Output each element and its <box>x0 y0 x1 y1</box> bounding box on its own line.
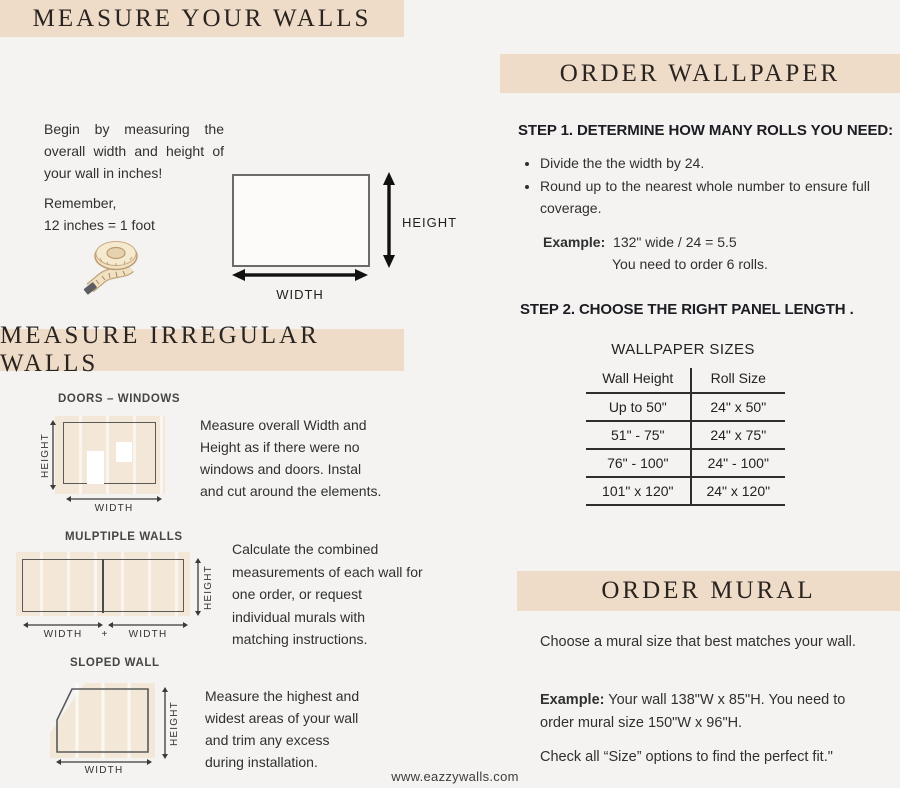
sloped-height-label: HEIGHT <box>168 701 180 746</box>
mural-example <box>540 689 880 735</box>
step1-heading: STEP 1. DETERMINE HOW MANY ROLLS YOU NEED: <box>518 122 894 139</box>
wall-outline <box>63 422 156 484</box>
width-arrow <box>232 267 368 283</box>
website-url: www.eazzywalls.com <box>391 769 519 784</box>
wallpaper-sizes-table <box>586 368 785 506</box>
remember-note <box>44 192 155 236</box>
cell-roll-size: 24" - 100" <box>691 449 785 477</box>
doors-windows-label: DOORS – WINDOWS <box>58 393 181 405</box>
step1-bullet-list <box>524 152 870 220</box>
sloped-wall-text: Measure the highest and widest areas of your wall and trim any excess during installation. <box>205 688 360 770</box>
bullet-item: • Round up to the nearest whole number to ensure full coverage. <box>540 175 870 219</box>
wall-rectangle-diagram <box>232 174 370 267</box>
doors-windows-text: Measure overall Width and Height as if there were no windows and doors. Instal and cut around the elements. <box>200 417 382 499</box>
measure-walls-header: MEASURE YOUR WALLS <box>0 0 404 37</box>
measure-walls-intro: Begin by measuring the overall width and height of your wall in inches! <box>44 121 224 181</box>
remember-line2: 12 inches = 1 foot <box>44 217 155 233</box>
table-header-row <box>586 368 785 393</box>
height-label: HEIGHT <box>402 215 458 230</box>
example-label: Example: <box>543 234 606 250</box>
doors-windows-width-line <box>66 495 162 503</box>
table-row <box>586 421 785 449</box>
sloped-width-label: WIDTH <box>84 765 124 776</box>
height-arrow <box>381 172 397 268</box>
cell-wall-height: Up to 50" <box>586 393 691 421</box>
example-line2: You need to order 6 rolls. <box>612 256 768 272</box>
remember-line1: Remember, <box>44 195 117 211</box>
cell-roll-size: 24" x 75" <box>691 421 785 449</box>
wall-divider <box>102 559 104 613</box>
door-shape <box>87 451 104 484</box>
order-wallpaper-header: ORDER WALLPAPER <box>500 54 900 93</box>
col-header-roll-size: Roll Size <box>691 368 785 393</box>
mural-size-note: Check all “Size” options to find the perfect fit." <box>540 749 833 765</box>
table-row <box>586 477 785 505</box>
multiple-walls-height-line <box>194 558 202 616</box>
measuring-tape-icon <box>80 238 146 300</box>
cell-wall-height: 76" - 100" <box>586 449 691 477</box>
width-label-left: WIDTH <box>43 629 83 640</box>
cell-roll-size: 24" x 120" <box>691 477 785 505</box>
table-row <box>586 393 785 421</box>
sloped-wall-label: SLOPED WALL <box>70 657 160 669</box>
col-header-wall-height: Wall Height <box>586 368 691 393</box>
sloped-height-line <box>161 687 169 759</box>
table-row <box>586 449 785 477</box>
width-label-right: WIDTH <box>128 629 168 640</box>
measure-irregular-header: MEASURE IRREGULAR WALLS <box>0 329 404 371</box>
multiple-walls-text: Calculate the combined measurements of each wall for one order, or request individual murals with matching instructions. <box>232 541 423 647</box>
mural-example-label: Example: <box>540 692 605 708</box>
step1-example <box>543 231 768 275</box>
cell-wall-height: 51" - 75" <box>586 421 691 449</box>
step2-heading: STEP 2. CHOOSE THE RIGHT PANEL LENGTH . <box>520 301 854 318</box>
width-label: WIDTH <box>276 287 324 302</box>
plus-sign: + <box>101 629 109 640</box>
mural-intro: Choose a mural size that best matches your wall. <box>540 634 856 650</box>
multiple-walls-height-label: HEIGHT <box>202 565 214 610</box>
sloped-wall-diagram <box>45 678 160 763</box>
bullet-item: • Divide the the width by 24. <box>540 152 870 174</box>
doors-windows-height-label: HEIGHT <box>39 433 51 478</box>
width-line-left <box>23 621 103 629</box>
mural-example-text: Your wall 138"W x 85"H. You need to order mural size 150"W x 96"H. <box>540 692 846 731</box>
cell-wall-height: 101" x 120" <box>586 477 691 505</box>
window-shape <box>116 442 132 462</box>
width-line-right <box>108 621 188 629</box>
cell-roll-size: 24" x 50" <box>691 393 785 421</box>
wallpaper-sizes-title: WALLPAPER SIZES <box>611 341 755 358</box>
multiple-walls-diagram <box>16 552 190 616</box>
multiple-walls-label: MULPTIPLE WALLS <box>65 531 183 543</box>
doors-windows-width-label: WIDTH <box>94 503 134 514</box>
order-mural-header: ORDER MURAL <box>517 571 900 611</box>
doors-windows-diagram <box>55 416 165 494</box>
example-line1: 132" wide / 24 = 5.5 <box>613 234 737 250</box>
